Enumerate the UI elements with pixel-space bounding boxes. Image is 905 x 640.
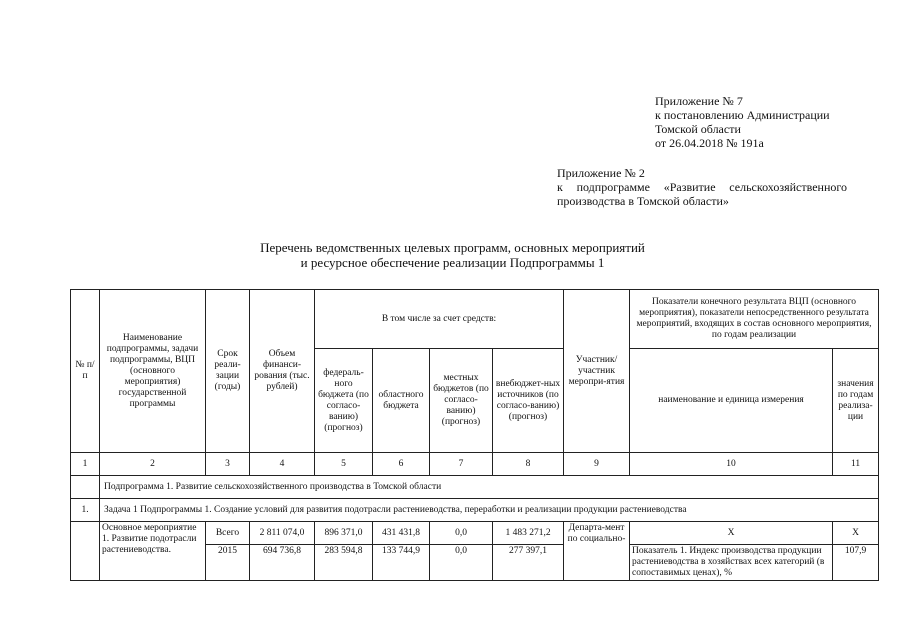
column-number: 6 xyxy=(373,453,430,476)
row-regional: 133 744,9 xyxy=(373,545,430,581)
column-number: 9 xyxy=(564,453,630,476)
header-extra: внебюджет-ных источников (по согласо-ванию) (прогноз) xyxy=(493,349,564,453)
row-indicator-name: X xyxy=(630,522,833,545)
appendix-7-header xyxy=(655,94,830,150)
column-number: 8 xyxy=(493,453,564,476)
row-volume: 2 811 074,0 xyxy=(250,522,315,545)
activity-num-cell xyxy=(71,522,100,581)
subprogram-row xyxy=(71,476,879,499)
row-regional: 431 431,8 xyxy=(373,522,430,545)
header-indicator-values: значения по годам реализа-ции xyxy=(833,349,879,453)
programs-table xyxy=(70,289,879,581)
subprogram-num-cell xyxy=(71,476,100,499)
column-number: 5 xyxy=(315,453,373,476)
column-number: 11 xyxy=(833,453,879,476)
header-indicator-name: наименование и единица измерения xyxy=(630,349,833,453)
task-title: Задача 1 Подпрограммы 1. Создание условий для развития подотрасли растениеводства, переработки и реализации продукции растениеводства xyxy=(100,499,879,522)
row-indicator-name: Показатель 1. Индекс производства продукции растениеводства в хозяйствах всех категорий (в сопоставимых ценах), % xyxy=(630,545,833,581)
row-volume: 694 736,8 xyxy=(250,545,315,581)
header-federal: федераль-ного бюджета (по согласо-ванию) (прогноз) xyxy=(315,349,373,453)
column-number: 1 xyxy=(71,453,100,476)
document-title-line1: Перечень ведомственных целевых программ, основных мероприятий xyxy=(260,240,645,255)
document-title xyxy=(0,240,905,270)
appendix-2-line3: производства в Томской области» xyxy=(557,194,729,208)
task-num: 1. xyxy=(71,499,100,522)
header-num: № п/п xyxy=(71,290,100,453)
row-indicator-value: 107,9 xyxy=(833,545,879,581)
document-title-line2: и ресурсное обеспечение реализации Подпрограммы 1 xyxy=(300,255,605,270)
header-sources-group: В том числе за счет средств: xyxy=(315,290,564,349)
column-number: 2 xyxy=(100,453,206,476)
row-local: 0,0 xyxy=(430,522,493,545)
header-participant: Участник/ участник меропри-ятия xyxy=(564,290,630,453)
header-regional: областного бюджета xyxy=(373,349,430,453)
row-federal: 896 371,0 xyxy=(315,522,373,545)
table-row xyxy=(71,522,879,545)
appendix-2-header xyxy=(557,166,847,208)
header-term: Срок реали-зации (годы) xyxy=(206,290,250,453)
subprogram-title: Подпрограмма 1. Развитие сельскохозяйственного производства в Томской области xyxy=(100,476,879,499)
appendix-7-line4: от 26.04.2018 № 191а xyxy=(655,136,764,150)
column-number: 10 xyxy=(630,453,833,476)
appendix-7-line3: Томской области xyxy=(655,122,741,136)
appendix-7-line2: к постановлению Администрации xyxy=(655,108,830,122)
row-local: 0,0 xyxy=(430,545,493,581)
header-local: местных бюджетов (по согласо-ванию) (прогноз) xyxy=(430,349,493,453)
task-row xyxy=(71,499,879,522)
row-extra: 1 483 271,2 xyxy=(493,522,564,545)
row-indicator-value: X xyxy=(833,522,879,545)
column-number: 4 xyxy=(250,453,315,476)
header-name: Наименование подпрограммы, задачи подпрограммы, ВЦП (основного мероприятия) государственной программы xyxy=(100,290,206,453)
column-number: 7 xyxy=(430,453,493,476)
row-extra: 277 397,1 xyxy=(493,545,564,581)
header-volume: Объем финанси-рования (тыс. рублей) xyxy=(250,290,315,453)
appendix-2-line2: к подпрограмме «Развитие сельскохозяйственного xyxy=(557,180,847,194)
appendix-2-line1: Приложение № 2 xyxy=(557,166,645,180)
row-term: 2015 xyxy=(206,545,250,581)
activity-participant: Департа-мент по социально- xyxy=(564,522,630,581)
row-federal: 283 594,8 xyxy=(315,545,373,581)
header-indicators-group: Показатели конечного результата ВЦП (основного мероприятия), показатели непосредственного результата мероприятий, входящих в состав основного мероприятия, по годам реализации xyxy=(630,290,879,349)
row-term: Всего xyxy=(206,522,250,545)
activity-name: Основное мероприятие 1. Развитие подотрасли растениеводства. xyxy=(100,522,206,581)
column-number: 3 xyxy=(206,453,250,476)
appendix-7-line1: Приложение № 7 xyxy=(655,94,743,108)
column-numbers-row xyxy=(71,453,879,476)
